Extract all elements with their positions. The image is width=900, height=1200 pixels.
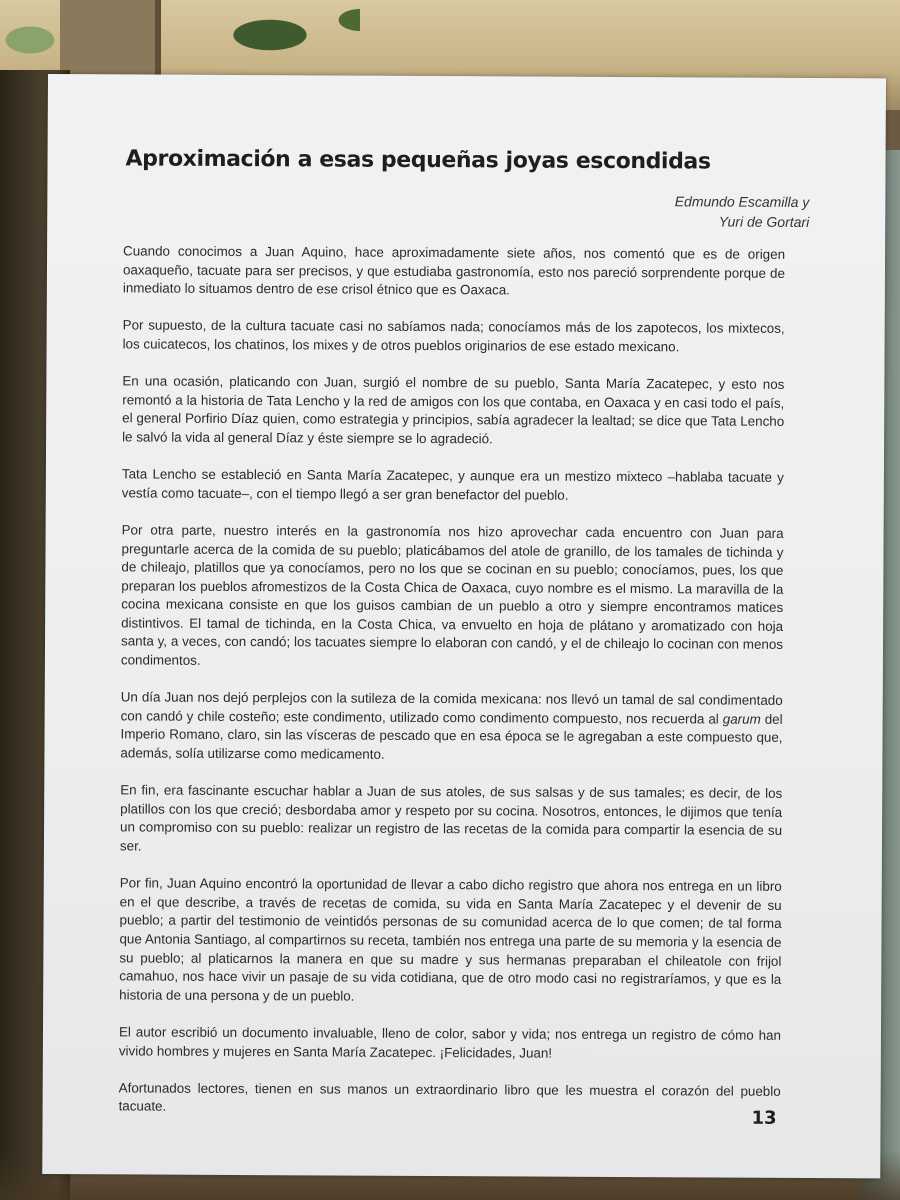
page-number: 13 bbox=[751, 1107, 777, 1129]
paragraph-7: En fin, era fascinante escuchar hablar a Juan de sus atoles, de sus salsas y de sus tamales; es decir, de los platillos con los que creció; desbordaba amor y respeto por su cocina. Nosotros, entonces, le dijimos que tenía un compromiso con su pueblo: realizar un registro de las recetas de la comida para compartir la esencia de su ser. bbox=[119, 782, 783, 854]
paragraph-6-text-before: Un día Juan nos dejó perplejos con la sutileza de la comida mexicana: nos llevó un tamal de sal condimentado con candó y chile costeño; este condimento, utilizado como condimento compuesto, nos recuerda al bbox=[120, 689, 783, 727]
paragraph-10: Afortunados lectores, tienen en sus manos un extraordinario libro que les muestra el corazón del pueblo tacuate. bbox=[118, 1080, 781, 1114]
paragraph-4: Tata Lencho se estableció en Santa María Zacatepec, y aunque era un mestizo mixteco –hablaba tacuate y vestía como tacuate–, con el tiempo llegó a ser gran benefactor del pueblo. bbox=[121, 466, 784, 503]
author-line-1: Edmundo Escamilla y bbox=[674, 193, 810, 210]
paragraph-6-emphasis: garum bbox=[722, 711, 761, 727]
article-body bbox=[118, 242, 785, 1138]
paragraph-6 bbox=[120, 689, 782, 767]
paragraph-5: Por otra parte, nuestro interés en la gastronomía nos hizo aprovechar cada encuentro con Juan para preguntarle acerca de la comida de su pueblo; platicábamos del atole de granillo, de los tamales de tichinda y de chileajo, platillos que ya conocíamos, pero no los que se cocinan en su pueblo; conocíamos, pues, los que preparan los pueblos afromestizos de la Costa Chica de Oaxaca, cuyo nombre es el mismo. La maravilla de la cocina mexicana consiste en que los guisos cambian de un pueblo a otro y siempre encontramos matices distintivos. El tamal de tichinda, en la Costa Chica, va envuelto en hoja de plátano y aromatizado con hoja santa y, a veces, con candó; los tacuates siempre lo elaboran con candó, y el de chileajo lo cocinan con menos condimentos. bbox=[120, 522, 784, 668]
paragraph-6-text-after: del Imperio Romano, claro, sin las vísceras de pescado que en esa época se le agregaban a este compuesto que, además, solía utilizarse como medicamento. bbox=[120, 711, 783, 762]
article-title: Aproximación a esas pequeñas joyas escondidas bbox=[125, 146, 711, 175]
paragraph-9: El autor escribió un documento invaluable, lleno de color, sabor y vida; nos entrega un registro de cómo han vivido hombres y mujeres en Santa María Zacatepec. ¡Felicidades, Juan! bbox=[118, 1024, 782, 1061]
paragraph-2: Por supuesto, de la cultura tacuate casi no sabíamos nada; conocíamos más de los zapotecos, los mixtecos, los cuicatecos, los chatinos, los mixes y de otros pueblos originarios de ese estado mexicano. bbox=[122, 317, 785, 355]
author-line-2: Yuri de Gortari bbox=[718, 213, 810, 230]
article-authors bbox=[675, 191, 810, 232]
book-page bbox=[42, 74, 886, 1178]
paragraph-3: En una ocasión, platicando con Juan, surgió el nombre de su pueblo, Santa María Zacatepec, y esto nos remontó a la historia de Tata Lencho y la red de amigos con los que contaba, en Oaxaca y en casi todo el país, el general Porfirio Díaz quien, como estrategia y principios, sabía agradecer la lealtad; se dice que Tata Lencho le salvó la vida al general Díaz y éste siempre se lo agradeció. bbox=[122, 373, 785, 447]
paragraph-1: Cuando conocimos a Juan Aquino, hace aproximadamente siete años, nos comentó que es de origen oaxaqueño, tacuate para ser precisos, y que estudiaba gastronomía, esto nos pareció sorprendente porque de inmediato lo situamos dentro de ese crisol étnico que es Oaxaca. bbox=[122, 243, 786, 298]
paragraph-8: Por fin, Juan Aquino encontró la oportunidad de llevar a cabo dicho registro que ahora nos entrega en un libro en el que describe, a través de recetas de comida, su vida en Santa María Zacatepec y el devenir de su pueblo; a partir del testimonio de veintidós personas de su comunidad acerca de lo que comen; de tal forma que Antonia Santiago, al compartirnos su receta, también nos entrega una parte de su memoria y la esencia de su pueblo; al platicarnos la manera en que su madre y sus hermanas preparaban el chileatole con frijol camahuo, nos hace vivir un pasaje de su vida cotidiana, que de otro modo casi no registraríamos, y que es la historia de una persona y de un pueblo. bbox=[119, 875, 782, 1004]
